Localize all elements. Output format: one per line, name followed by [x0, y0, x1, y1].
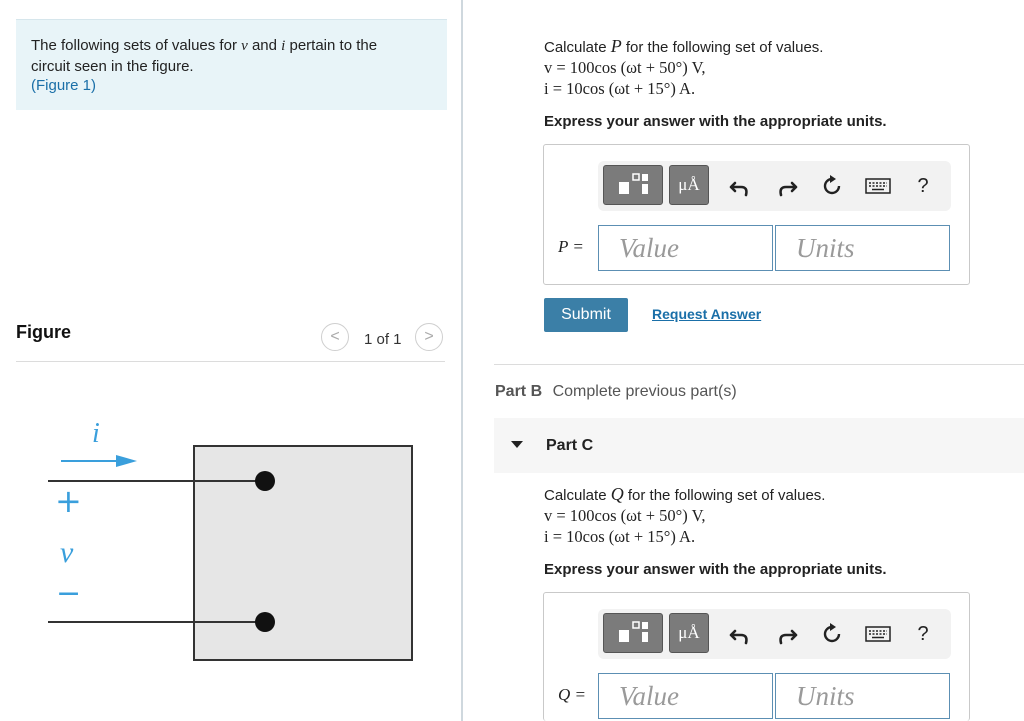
- partC-prompt: [544, 484, 825, 506]
- current-label: i: [92, 418, 100, 449]
- prev-figure-button[interactable]: [321, 323, 349, 351]
- reset-icon: [821, 175, 843, 197]
- help-icon: ?: [917, 174, 929, 197]
- prompt-text: Calculate: [544, 39, 611, 56]
- circuit-figure: [16, 405, 446, 685]
- help-button[interactable]: [909, 620, 937, 648]
- units-button[interactable]: [669, 165, 709, 205]
- undo-button[interactable]: [726, 172, 754, 200]
- intro-text: [31, 36, 431, 96]
- var-v: v: [241, 38, 248, 54]
- figure-divider: [16, 361, 445, 362]
- redo-icon: [776, 623, 798, 645]
- intro-text-part: and: [247, 37, 282, 54]
- partA-express: Express your answer with the appropriate units.: [544, 113, 887, 130]
- partA-var-label: [558, 237, 584, 257]
- current-arrow-head: [116, 455, 137, 467]
- partB-header: [495, 383, 737, 401]
- templates-icon: [613, 170, 653, 200]
- collapse-caret-icon[interactable]: [511, 441, 523, 448]
- panel-divider: [461, 0, 463, 721]
- partB-label: Part B: [495, 383, 543, 400]
- reset-button[interactable]: [818, 172, 846, 200]
- figure-pager: 1 of 1: [364, 331, 402, 348]
- help-button[interactable]: [909, 172, 937, 200]
- units-icon: μÅ: [678, 623, 700, 642]
- keyboard-button[interactable]: [864, 172, 892, 200]
- templates-icon: [613, 618, 653, 648]
- reset-button[interactable]: [818, 620, 846, 648]
- minus-sign: −: [56, 576, 82, 611]
- units-icon: μÅ: [678, 175, 700, 194]
- prompt-text: Calculate: [544, 487, 611, 504]
- submit-button[interactable]: Submit: [544, 298, 628, 332]
- figure-link[interactable]: Figure 1: [36, 77, 92, 94]
- keyboard-button[interactable]: [864, 620, 892, 648]
- help-icon: ?: [917, 622, 929, 645]
- prompt-var: Q: [610, 484, 624, 504]
- figure-title: Figure: [16, 322, 72, 342]
- partC-units-input[interactable]: Units: [775, 673, 950, 719]
- voltage-label: v: [60, 536, 74, 569]
- chevron-left-icon: <: [330, 328, 340, 345]
- partA-value-input[interactable]: Value: [598, 225, 773, 271]
- partC-express: Express your answer with the appropriate units.: [544, 561, 887, 578]
- partC-label: Part C: [546, 437, 594, 454]
- prompt-text: for the following set of values.: [623, 487, 826, 504]
- intro-text-part: The following sets of values for: [31, 37, 242, 54]
- partC-eq-v: v = 100cos (ωt + 50°) V,: [544, 506, 706, 525]
- partC-value-input[interactable]: Value: [598, 673, 773, 719]
- paren: ): [91, 77, 97, 94]
- templates-button[interactable]: [603, 165, 663, 205]
- paren: (: [31, 77, 36, 94]
- partB-status: Complete previous part(s): [552, 383, 737, 400]
- redo-button[interactable]: [773, 172, 801, 200]
- prompt-var: P: [610, 36, 622, 56]
- redo-button[interactable]: [773, 620, 801, 648]
- undo-button[interactable]: [726, 620, 754, 648]
- plus-sign: +: [55, 482, 82, 520]
- var-label-text: Q =: [558, 685, 586, 704]
- partC-eq-i: i = 10cos (ωt + 15°) A.: [544, 527, 696, 546]
- prompt-text: for the following set of values.: [621, 39, 824, 56]
- partA-units-input[interactable]: Units: [775, 225, 950, 271]
- redo-icon: [776, 175, 798, 197]
- partA-eq-i: i = 10cos (ωt + 15°) A.: [544, 79, 696, 98]
- partA-eq-v: v = 100cos (ωt + 50°) V,: [544, 58, 706, 77]
- partA-prompt: [544, 36, 823, 58]
- undo-icon: [729, 623, 751, 645]
- partA-divider: [494, 364, 1024, 365]
- next-figure-button[interactable]: [415, 323, 443, 351]
- chevron-right-icon: >: [424, 328, 434, 345]
- request-answer-link[interactable]: Request Answer: [652, 306, 762, 322]
- templates-button[interactable]: [603, 613, 663, 653]
- undo-icon: [729, 175, 751, 197]
- intro-text-part: pertain to the: [285, 37, 378, 54]
- var-i: i: [281, 38, 286, 54]
- units-button[interactable]: [669, 613, 709, 653]
- circuit-box: [194, 446, 412, 660]
- top-terminal: [255, 471, 275, 491]
- partC-var-label: [558, 685, 586, 705]
- keyboard-icon: [865, 178, 891, 194]
- keyboard-icon: [865, 626, 891, 642]
- var-label-text: P =: [558, 237, 584, 256]
- bottom-terminal: [255, 612, 275, 632]
- intro-text-part: circuit seen in the figure.: [31, 57, 194, 75]
- reset-icon: [821, 623, 843, 645]
